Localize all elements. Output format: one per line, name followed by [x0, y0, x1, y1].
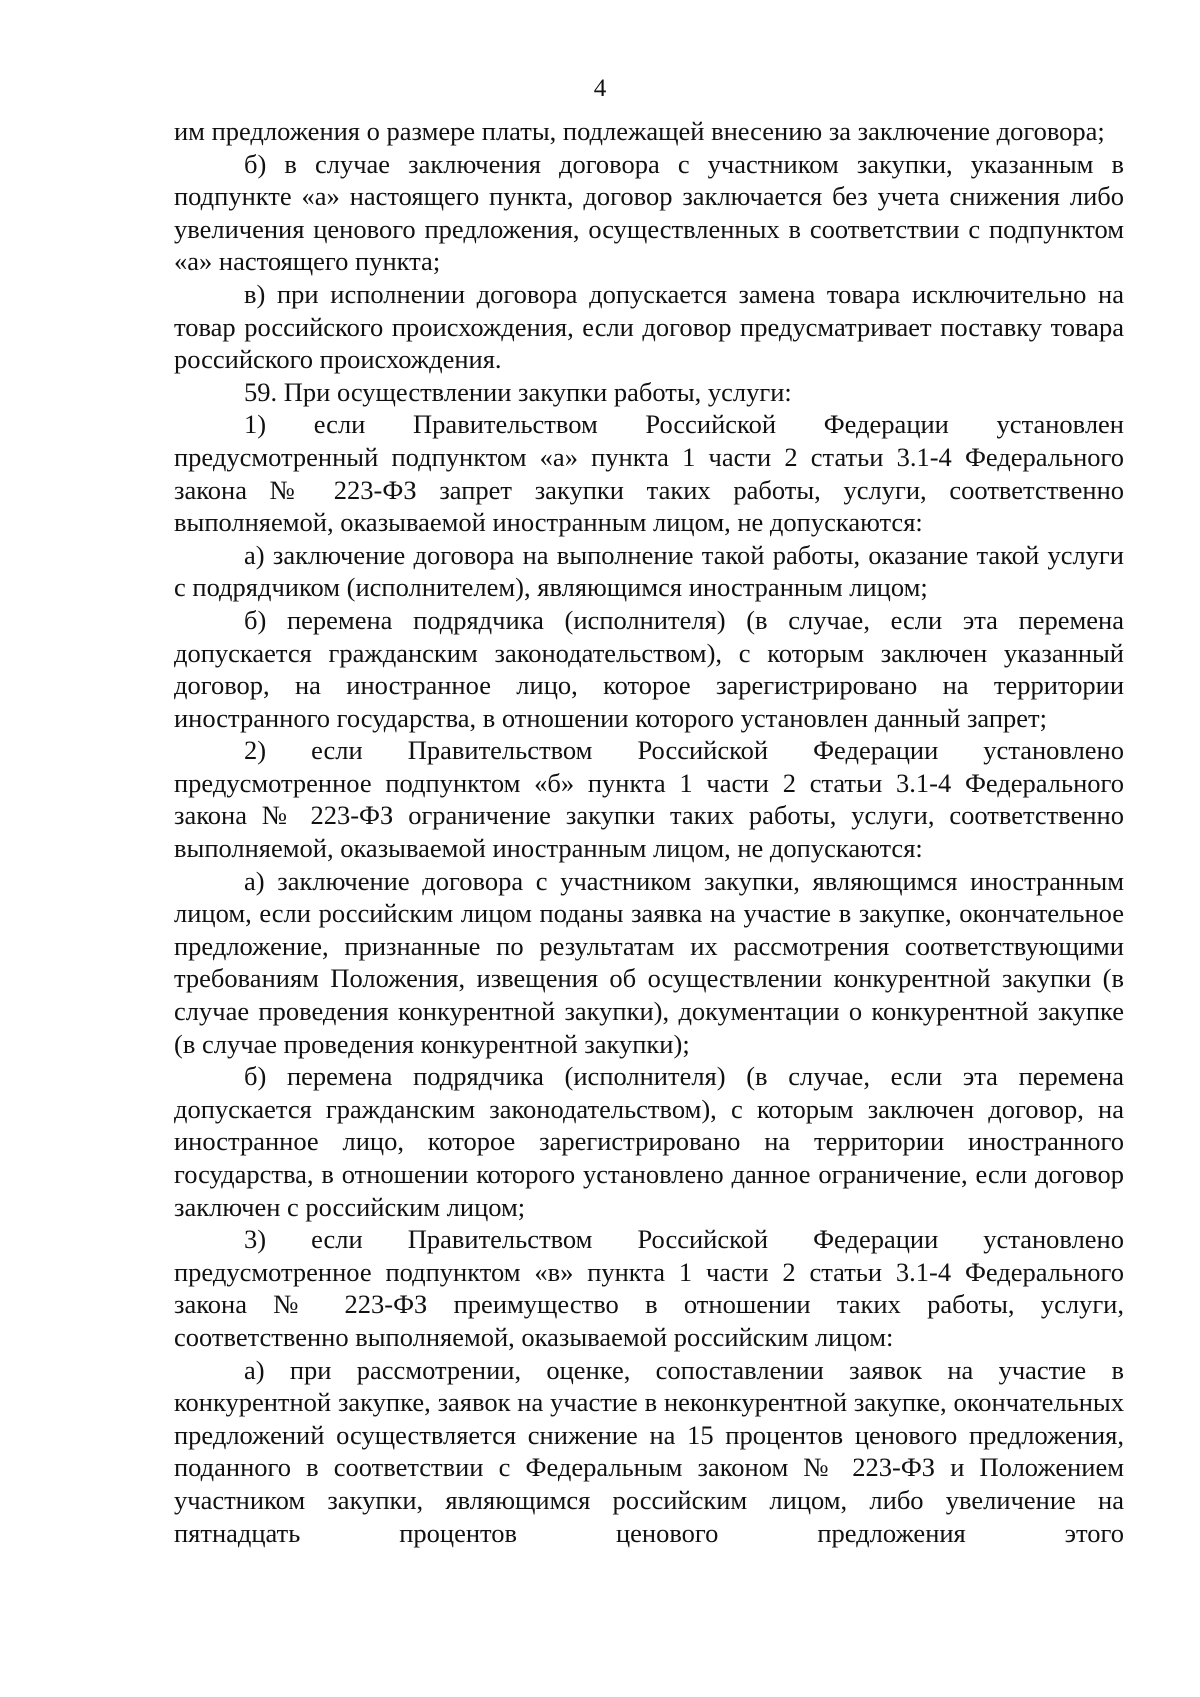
paragraph-item-1b: б) перемена подрядчика (исполнителя) (в случае, если эта перемена допускается гражданским законодательством), с которым заключен указанный договор, на иностранное лицо, которое зарегистрировано на территории иностранного государства, в отношении которого установлен данный запрет;	[174, 604, 1124, 733]
paragraph-item-3a: а) при рассмотрении, оценке, сопоставлении заявок на участие в конкурентной закупке, заявок на участие в неконкурентной закупке, окончательных предложений осуществляется снижение на 15 процентов ценового предложения, поданного в соответствии с Федеральным законом № 223-ФЗ и Положением участником закупки, являющимся российским лицом, либо увеличение на пятнадцать процентов ценового предложения этого	[174, 1354, 1124, 1548]
paragraph-item-2b: б) перемена подрядчика (исполнителя) (в случае, если эта перемена допускается гражданским законодательством), с которым заключен договор, на иностранное лицо, которое зарегистрировано на территории иностранного государства, в отношении которого установлено данное ограничение, если договор заключен с российским лицом;	[174, 1061, 1124, 1222]
page-number: 4	[593, 75, 607, 102]
paragraph-item-2-restriction: 2) если Правительством Российской Федерации установлено предусмотренное подпунктом «б» пункта 1 части 2 статьи 3.1-4 Федерального закона № 223-ФЗ ограничение закупки таких работы, услуги, соответственно выполняемой, оказываемой иностранным лицом, не допускаются:	[174, 735, 1124, 864]
document-body	[174, 115, 1124, 1549]
paragraph-subclause-v-goods-replacement: в) при исполнении договора допускается замена товара исключительно на товар российского происхождения, если договор предусматривает поставку товара российского происхождения.	[174, 278, 1124, 375]
paragraph-item-1a: а) заключение договора на выполнение такой работы, оказание такой услуги с подрядчиком (исполнителем), являющимся иностранным лицом;	[174, 539, 1124, 603]
paragraph-item-2a: а) заключение договора с участником закупки, являющимся иностранным лицом, если российским лицом поданы заявка на участие в закупке, окончательное предложение, признанные по результатам их рассмотрения соответствующими требованиям Положения, извещения об осуществлении конкурентной закупки (в случае проведения конкурентной закупки), документации о конкурентной закупке (в случае проведения конкурентной закупки);	[174, 865, 1124, 1059]
paragraph-item-1-prohibition: 1) если Правительством Российской Федерации установлен предусмотренный подпунктом «а» пункта 1 части 2 статьи 3.1-4 Федерального закона № 223-ФЗ запрет закупки таких работы, услуги, соответственно выполняемой, оказываемой иностранным лицом, не допускаются:	[174, 409, 1124, 538]
paragraph-item-3-advantage: 3) если Правительством Российской Федерации установлено предусмотренное подпунктом «в» пункта 1 части 2 статьи 3.1-4 Федерального закона № 223-ФЗ преимущество в отношении таких работы, услуги, соответственно выполняемой, оказываемой российским лицом:	[174, 1224, 1124, 1352]
paragraph-continuation-fee-offer: им предложения о размере платы, подлежащей внесению за заключение договора;	[174, 116, 1105, 146]
paragraph-clause-59-heading: 59. При осуществлении закупки работы, услуги:	[244, 376, 792, 407]
paragraph-subclause-b-contract-price: б) в случае заключения договора с участником закупки, указанным в подпункте «а» настоящего пункта, договор заключается без учета снижения либо увеличения ценового предложения, осуществленных в соответствии с подпунктом «а» настоящего пункта;	[174, 148, 1124, 277]
